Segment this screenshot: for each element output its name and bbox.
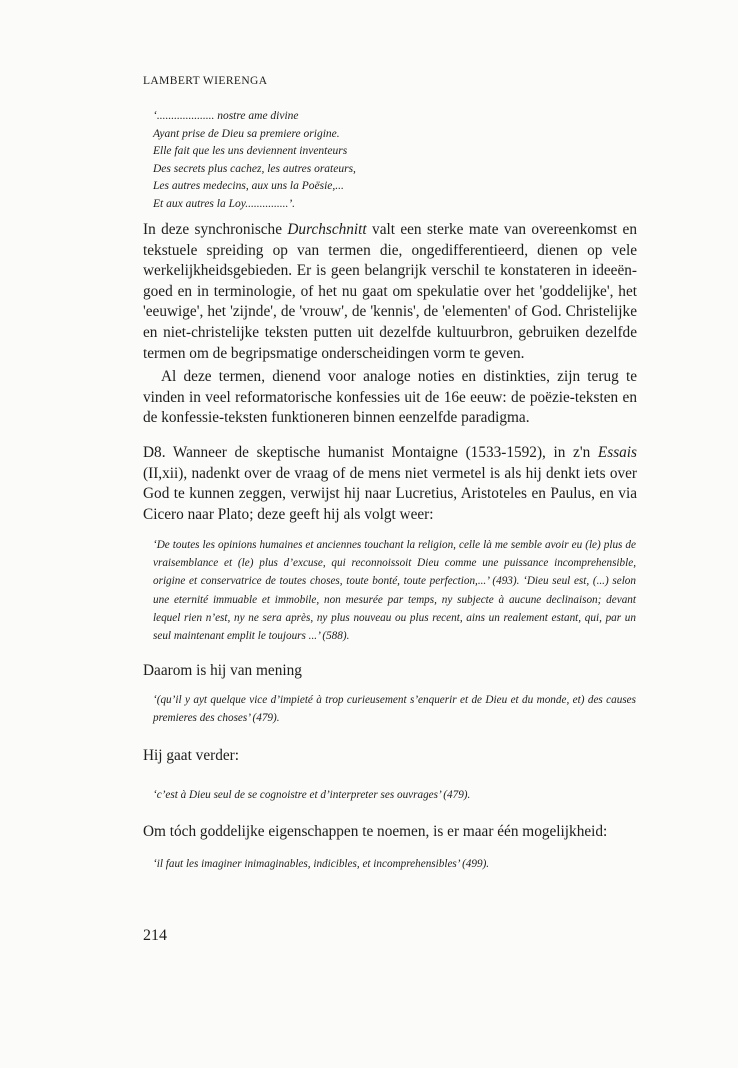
poem-line: Elle fait que les uns deviennent inventeurs: [153, 145, 348, 158]
poem-line: Les autres medecins, aux uns la Poësie,...: [153, 180, 344, 193]
paragraph-montaigne: [143, 443, 637, 525]
paragraph-text-rest: (II,xii), nadenkt over de vraag of de mens niet vermetel is als hij denkt iets over God te kunnen zeggen, verwijst hij naar Lucretius, Aristoteles en Paulus, en via Cicero naar Plato; deze geeft hij als volgt weer:: [143, 464, 637, 523]
montaigne-quote-2: ‘(qu’il y ayt quelque vice d’impieté à trop curieusement s’enquerir et de Dieu et du monde, et) des causes premieres des choses’ (479).: [153, 694, 636, 725]
lead-sentence-3: Om tóch goddelijke eigenschappen te noemen, is er maar één mogelijkheid:: [143, 823, 608, 840]
montaigne-quote-3: ‘c’est à Dieu seul de se cognoistre et d’interpreter ses ouvrages’ (479).: [153, 789, 471, 801]
italic-title: Essais: [597, 444, 637, 461]
paragraph-text: Al deze termen, dienend voor analoge noties en distinkties, zijn terug te vinden in veel reformatorische konfessies uit de 16e eeuw: de poëzie-teksten en de konfessie-teksten funktioneren binnen eenzelfde paradigma.: [143, 368, 637, 427]
poem-line: ‘.................... nostre ame divine: [153, 110, 299, 122]
paragraph-text-start: D8. Wanneer de skeptische humanist Montaigne (1533-1592), in z'n: [143, 444, 598, 461]
poem-line: Des secrets plus cachez, les autres orateurs,: [153, 162, 356, 175]
montaigne-quote-4: ‘il faut les imaginer inimaginables, indicibles, et incomprehensibles’ (499).: [153, 858, 490, 870]
paragraph-text-start: In deze synchronische: [143, 221, 288, 238]
running-head: LAMBERT WIERENGA: [143, 75, 268, 87]
montaigne-quote-1: ‘De toutes les opinions humaines et anciennes touchant la religion, celle là me semble avoir eu (le) plus de vraisemblance et (le) plus d’excuse, qui reconnoissoit Dieu comme une puissance incomprehensible, origine et conservatrice de toutes choses, toute bonté, toute perfection,...’ (493). ‘Dieu seul est, (...) selon une eternité immuable et immobile, non mesurée par temps, ny subjecte à aucune declinaison; devant lequel rien n’est, ny ne sera après, ny plus nouveau ou plus recent, ains un realement estant, qui, par un seul maintenant emplit le toujours ...’ (588).: [153, 539, 636, 643]
paragraph-text-rest: valt een sterke mate van overeenkomst en tekstuele spreiding op van termen die, ongedifferentieerd, dienen op vele werkelijkheidsgebieden. Er is geen belangrijk verschil te konstateren in ideeën-goed en in terminologie, of het nu gaat om spekulatie over het 'goddelijke', het 'eeuwige', het 'zijnde', de 'vrouw', de 'kennis', de 'elementen' of God. Christelijke en niet-christelijke teksten putten uit dezelfde kultuurbron, gebruiken dezelfde termen om de begripsmatige onderscheidingen vorm te geven.: [143, 221, 637, 362]
lead-sentence-1: Daarom is hij van mening: [143, 662, 302, 679]
paragraph-confessions: [143, 367, 637, 429]
page-number: 214: [143, 927, 167, 944]
italic-term: Durchschnitt: [287, 221, 367, 238]
paragraph-synchronic: [143, 220, 637, 364]
lead-sentence-2: Hij gaat verder:: [143, 747, 239, 764]
poem-line: Et aux autres la Loy...............’.: [153, 197, 296, 210]
poem-line: Ayant prise de Dieu sa premiere origine.: [153, 127, 340, 140]
poem-quotation: [153, 108, 356, 214]
